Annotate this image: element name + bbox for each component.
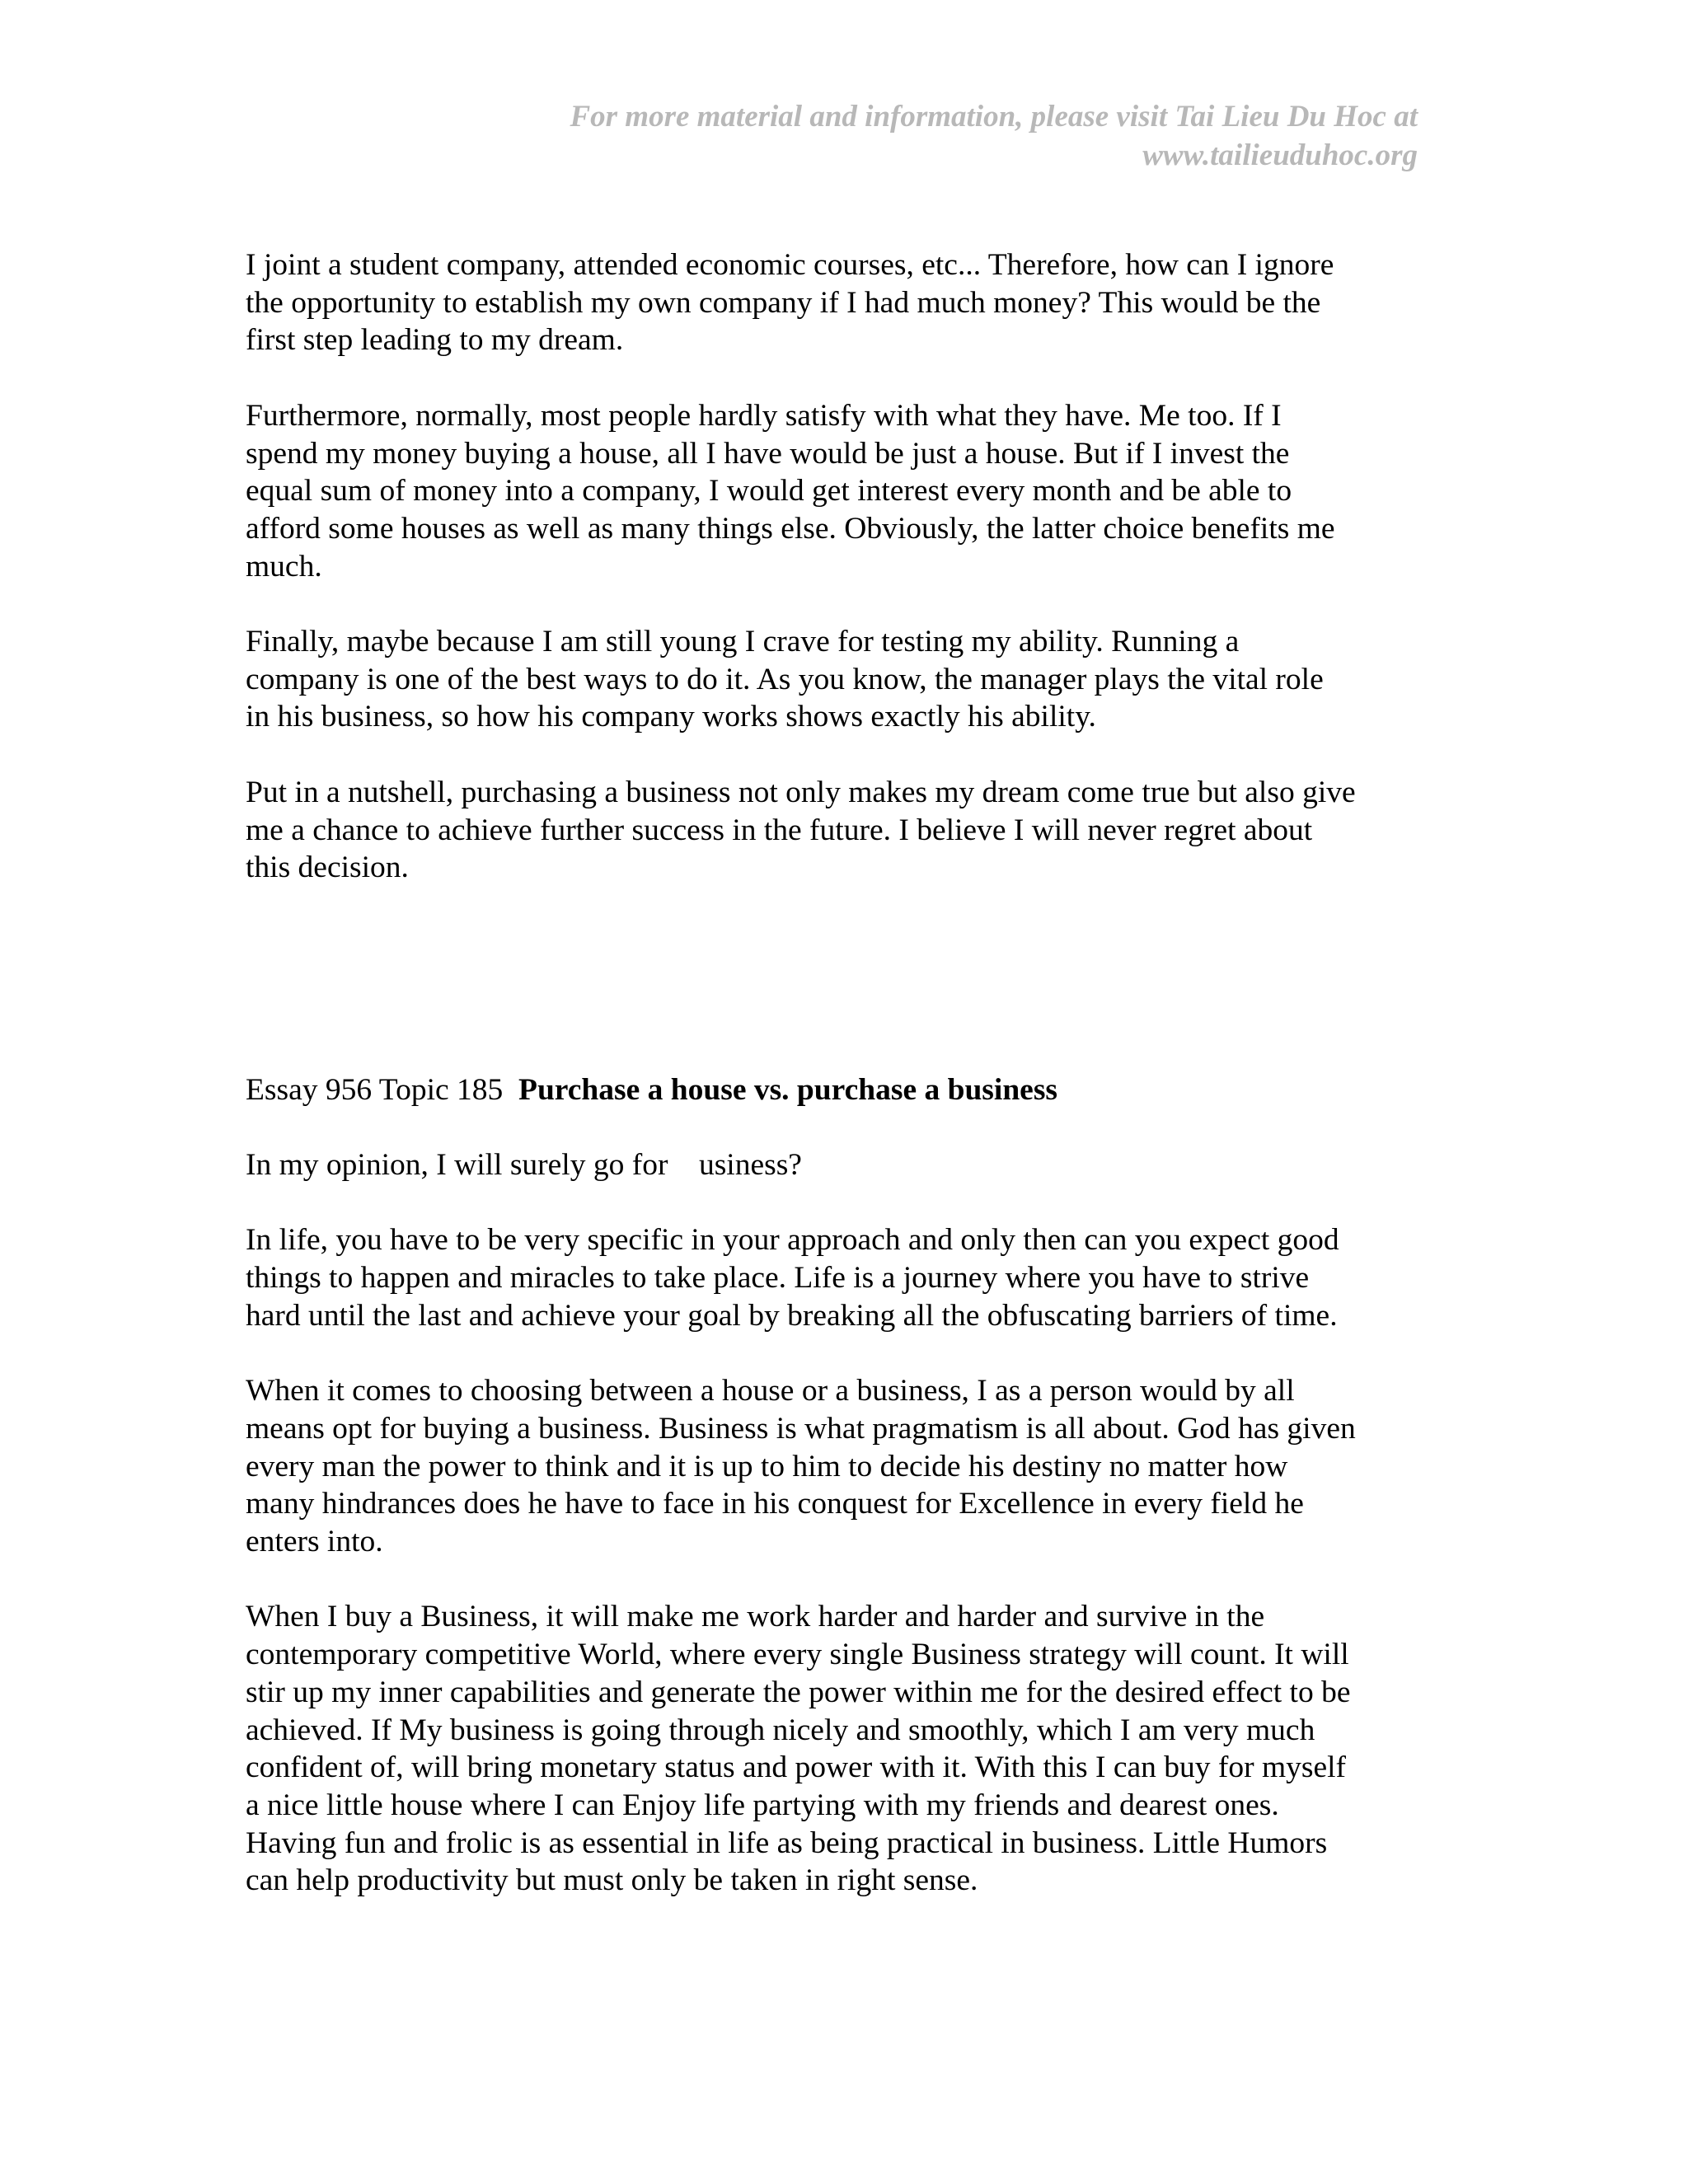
page-header [346,97,1418,175]
paragraph: In life, you have to be very specific in your approach and only then can you expect good things to happen and miracles to take place. Life is a journey where you have to strive hard until the last and achieve your goal by breaking all the obfuscating barriers of time. [246,1223,1339,1333]
essay-body [246,1146,1449,1938]
essay-label: Essay 956 Topic 185 [246,1073,504,1107]
essay-continuation [246,246,1449,925]
paragraph: I joint a student company, attended economic courses, etc... Therefore, how can I ignore the opportunity to establish my own company if I had much money? This would be the first step leading to my dream. [246,248,1334,358]
header-line-1: For more material and information, please visit Tai Lieu Du Hoc at [570,100,1418,134]
paragraph: When I buy a Business, it will make me work harder and harder and survive in the contemporary competitive World, where every single Business strategy will count. It will stir up my inner capabilities and generate the power within me for the desired effect to be achieved. If My business is going through nicely and smoothly, which I am very much confident of, will bring monetary status and power with it. With this I can buy for myself a nice little house where I can Enjoy life partying with my friends and dearest ones. Having fun and frolic is as essential in life as being practical in business. Little Humors can help productivity but must only be taken in right sense. [246,1600,1351,1898]
header-link[interactable]: www.tailieuduhoc.org [1142,138,1418,172]
essay-heading [246,1071,1449,1109]
paragraph: Furthermore, normally, most people hardly satisfy with what they have. Me too. If I spend my money buying a house, all I have would be just a house. But if I invest the equal sum of money into a company, I would get interest every month and be able to afford some houses as well as many things else. Obviously, the latter choice benefits me much. [246,398,1335,583]
paragraph: Finally, maybe because I am still young I crave for testing my ability. Running a company is one of the best ways to do it. As you know, the manager plays the vital role in his business, so how his company works shows exactly his ability. [246,625,1324,734]
paragraph: When it comes to choosing between a house or a business, I as a person would by all means opt for buying a business. Business is what pragmatism is all about. God has given every man the power to think and it is up to him to decide his destiny no matter how many hindrances does he have to face in his conquest for Excellence in every field he enters into. [246,1374,1356,1558]
paragraph: In my opinion, I will surely go for usiness? [246,1148,802,1182]
paragraph: Put in a nutshell, purchasing a business not only makes my dream come true but also give me a chance to achieve further success in the future. I believe I will never regret about this decision. [246,775,1356,885]
essay-title: Purchase a house vs. purchase a business [518,1073,1058,1107]
